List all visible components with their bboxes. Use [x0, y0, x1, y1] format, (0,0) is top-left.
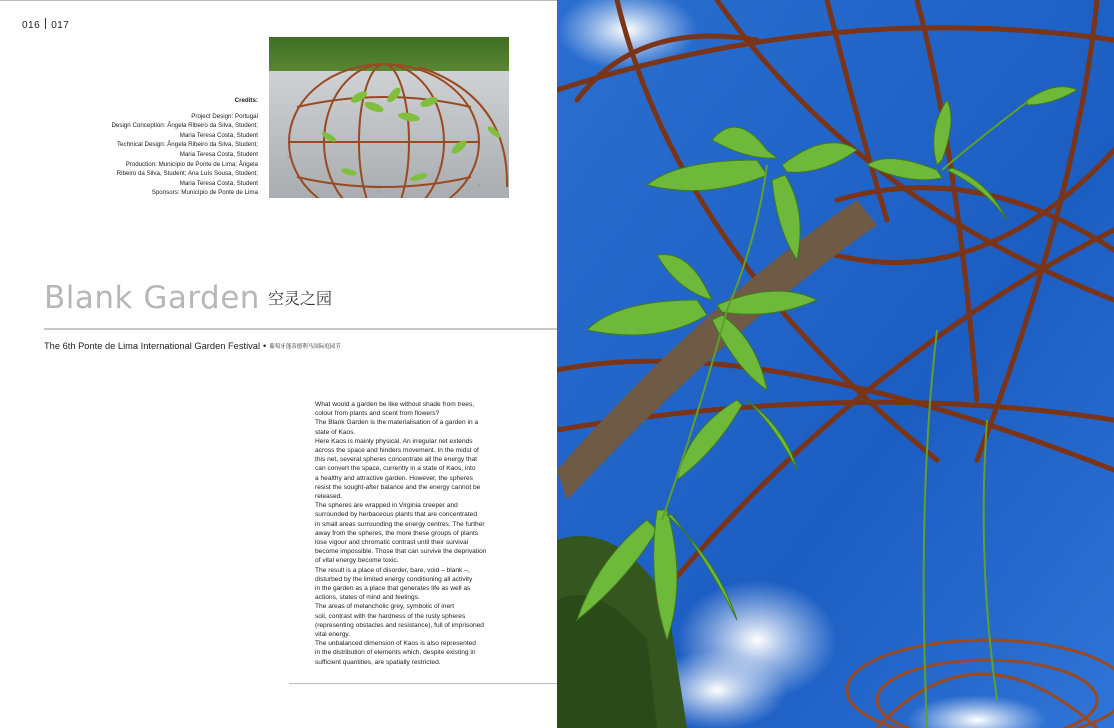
body-line: vital energy. — [315, 631, 351, 639]
body-line: in the garden as a place that generates life as well as — [315, 585, 471, 593]
body-line: Here Kaos is mainly physical. An irregular net extends — [315, 437, 473, 445]
page-number-right: 017 — [51, 20, 70, 31]
body-line: across the space and hinders movement. In the midst of — [315, 447, 479, 455]
garden-thumbnail-photo — [269, 37, 509, 198]
body-line: The Blank Garden is the materialisation of a garden in a — [315, 419, 479, 427]
body-line: soil, contrast with the hardness of the rusty spheres — [315, 612, 466, 620]
page-number-separator — [45, 18, 46, 29]
body-line: resist the sought-after balance and the energy cannot be — [315, 483, 481, 491]
credits-line: Production: Município de Ponte de Lima; Ângela — [125, 160, 258, 168]
credits-line: Project Design: Portugal — [191, 112, 258, 120]
body-line: The unbalanced dimension of Kaos is also represented — [315, 640, 476, 648]
subtitle-separator: • — [263, 341, 267, 351]
body-line: in the distribution of elements which, despite existing in — [315, 649, 476, 657]
title-english: Blank Garden — [44, 280, 260, 316]
vine-sphere-photo — [557, 0, 1114, 728]
body-line: The result is a place of disorder, bare, void – blank –, — [315, 566, 470, 574]
credits-line: Technical Design: Ângela Ribeiro da Silva, Student; — [116, 141, 258, 149]
credits-line: Sponsors: Município de Ponte de Lima — [151, 189, 258, 197]
body-line: released. — [315, 493, 343, 501]
subtitle-english: The 6th Ponte de Lima International Garden Festival — [44, 341, 261, 351]
body-line: in small areas surrounding the energy centres. The further — [315, 520, 485, 528]
body-line: this net, several spheres concentrate all the energy that — [315, 456, 478, 464]
credits-line: Maria Teresa Costa, Student — [179, 150, 258, 158]
article-subtitle — [44, 341, 341, 351]
body-line: of vital energy become toxic. — [315, 557, 399, 565]
body-line: (representing obstacles and resistance), full of imprisoned — [315, 621, 484, 629]
body-line: The areas of melancholic grey, symbolic of inert — [315, 603, 455, 611]
title-underline — [44, 328, 557, 330]
body-line: disturbed by the limited energy conditioning all activity — [315, 575, 473, 583]
body-line: The spheres are wrapped in Virginia creeper and — [315, 502, 458, 510]
article-body — [315, 400, 515, 667]
body-line: state of Kaos. — [315, 428, 356, 436]
bottom-rule — [289, 683, 557, 684]
credits-line: Maria Teresa Costa, Student — [179, 179, 258, 187]
subtitle-chinese: 葡萄牙蓬蒂德利马国际庭园节 — [269, 344, 341, 350]
right-page-photo — [557, 0, 1114, 728]
body-line: actions, states of mind and feelings. — [315, 594, 420, 602]
body-line: colour from plants and scent from flowers? — [315, 410, 440, 418]
body-line: a healthy and attractive garden. However, the spheres — [315, 474, 473, 482]
body-line: What would a garden be like without shade from trees, — [315, 401, 475, 408]
article-title — [44, 280, 332, 316]
body-line: surrounded by herbaceous plants that are concentrated — [315, 511, 478, 519]
body-line: can convert the space, currently in a state of Kaos, into — [315, 465, 476, 473]
credits-line: Design Conception: Ângela Ribeiro da Silva, Student; — [111, 122, 258, 130]
top-rule — [0, 0, 557, 1]
credits-line: Ribeiro da Silva, Student; Ana Luís Sousa, Student; — [116, 170, 258, 178]
page-number-left: 016 — [22, 20, 41, 31]
credits-line: Maria Teresa Costa, Student — [179, 131, 258, 139]
body-line: away from the spheres, the more these groups of plants — [315, 529, 479, 537]
title-chinese: 空灵之园 — [267, 291, 332, 308]
credits-block — [38, 96, 258, 198]
page-numbers — [22, 18, 69, 31]
body-line: sufficient quantities, are spatially restricted. — [315, 658, 441, 666]
body-line: become impossible. Those that can survive the deprivation — [315, 548, 487, 556]
body-line: lose vigour and chromatic contrast until their survival — [315, 539, 469, 547]
credits-title: Credits: — [234, 97, 258, 104]
